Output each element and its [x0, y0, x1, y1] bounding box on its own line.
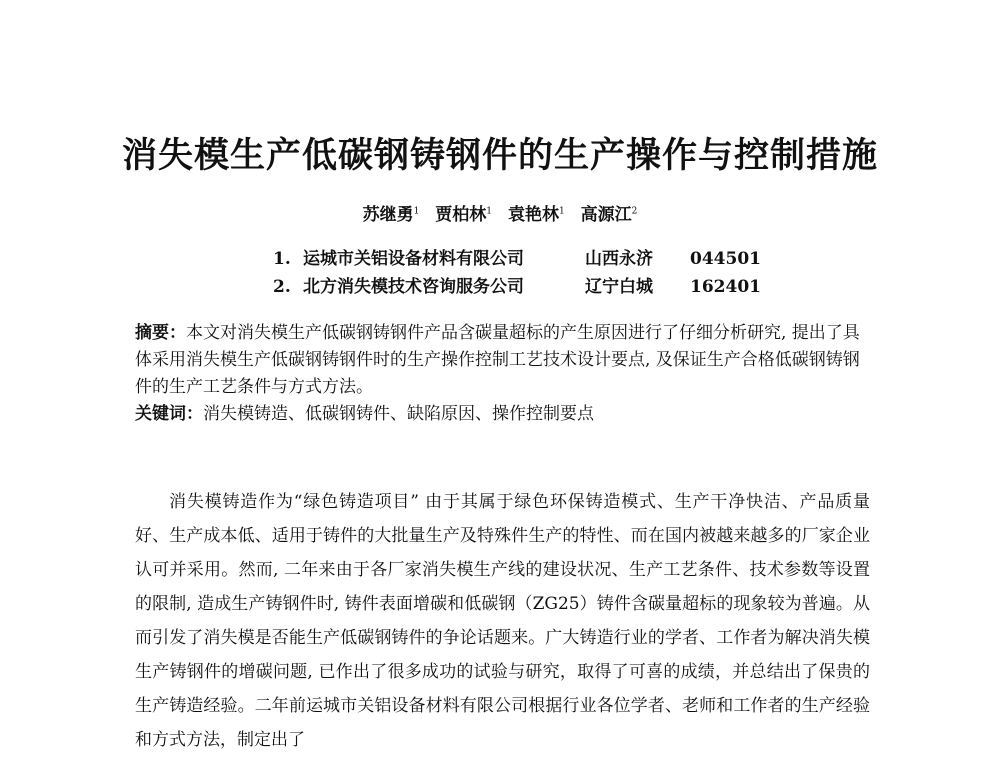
author-list — [0, 200, 1000, 225]
paper-title: 消失模生产低碳钢铸钢件的生产操作与控制措施 — [121, 136, 878, 176]
author — [435, 205, 492, 225]
affiliation-mark: 1 — [486, 206, 493, 217]
author-name: 贾柏林 — [435, 205, 487, 225]
body-paragraph: 消失模铸造作为“绿色铸造项目” 由于其属于绿色环保铸造模式、生产干净快洁、产品质量好、生产成本低、适用于铸件的大批量生产及特殊件生产的特性、而在国内被越来越多的厂家企业认可并采用。然而, 二年来由于各厂家消失模生产线的建设状况、生产工艺条件、技术参数等设置的限制, 造成生产铸钢件时, 铸件表面增碳和低碳钢（ZG25）铸件含碳量超标的现象较为普遍。从而引发了消失模是否能生产低碳钢铸件的争论话题来。广大铸造行业的学者、工作者为解决消失模生产铸钢件的增碳问题, 已作出了很多成功的试验与研究，取得了可喜的成绩，并总结出了保贵的生产铸造经验。二年前运城市关铝设备材料有限公司根据行业各位学者、老师和工作者的生产经验和方式方法，制定出了 — [135, 492, 870, 750]
keywords — [135, 401, 870, 428]
affiliation-city: 辽宁白城 — [585, 277, 653, 297]
affiliation-mark: 1 — [413, 206, 420, 217]
keywords-label: 关键词： — [135, 404, 203, 424]
abstract-block — [135, 320, 870, 428]
affiliation-zip: 162401 — [690, 277, 761, 297]
author-name: 高源江 — [580, 205, 632, 225]
affiliation-mark: 1 — [558, 206, 565, 217]
abstract — [135, 320, 870, 401]
author — [581, 205, 638, 225]
affiliation-org: 运城市关铝设备材料有限公司 — [303, 249, 524, 269]
affiliation-city: 山西永济 — [585, 249, 653, 269]
affiliation-number: 2. — [273, 277, 291, 297]
author-name: 袁艳林 — [507, 205, 559, 225]
affiliation-org: 北方消失模技术咨询服务公司 — [303, 277, 524, 297]
affiliation-mark: 2 — [631, 206, 638, 217]
body-text — [135, 485, 870, 757]
affiliation-line — [273, 244, 761, 269]
abstract-label: 摘要： — [135, 323, 186, 343]
abstract-text: 本文对消失模生产低碳钢铸钢件产品含碳量超标的产生原因进行了仔细分析研究, 提出了具体采用消失模生产低碳钢铸钢件时的生产操作控制工艺技术设计要点, 及保证生产合格低碳钢铸钢件的生产工艺条件与方式方法。 — [135, 323, 860, 397]
author-name: 苏继勇 — [362, 205, 414, 225]
affiliation-line — [273, 272, 761, 297]
keywords-text: 消失模铸造、低碳钢铸件、缺陷原因、操作控制要点 — [203, 404, 594, 424]
author — [508, 205, 565, 225]
affiliation-number: 1. — [273, 249, 291, 269]
author — [363, 205, 420, 225]
affiliation-zip: 044501 — [690, 249, 761, 269]
